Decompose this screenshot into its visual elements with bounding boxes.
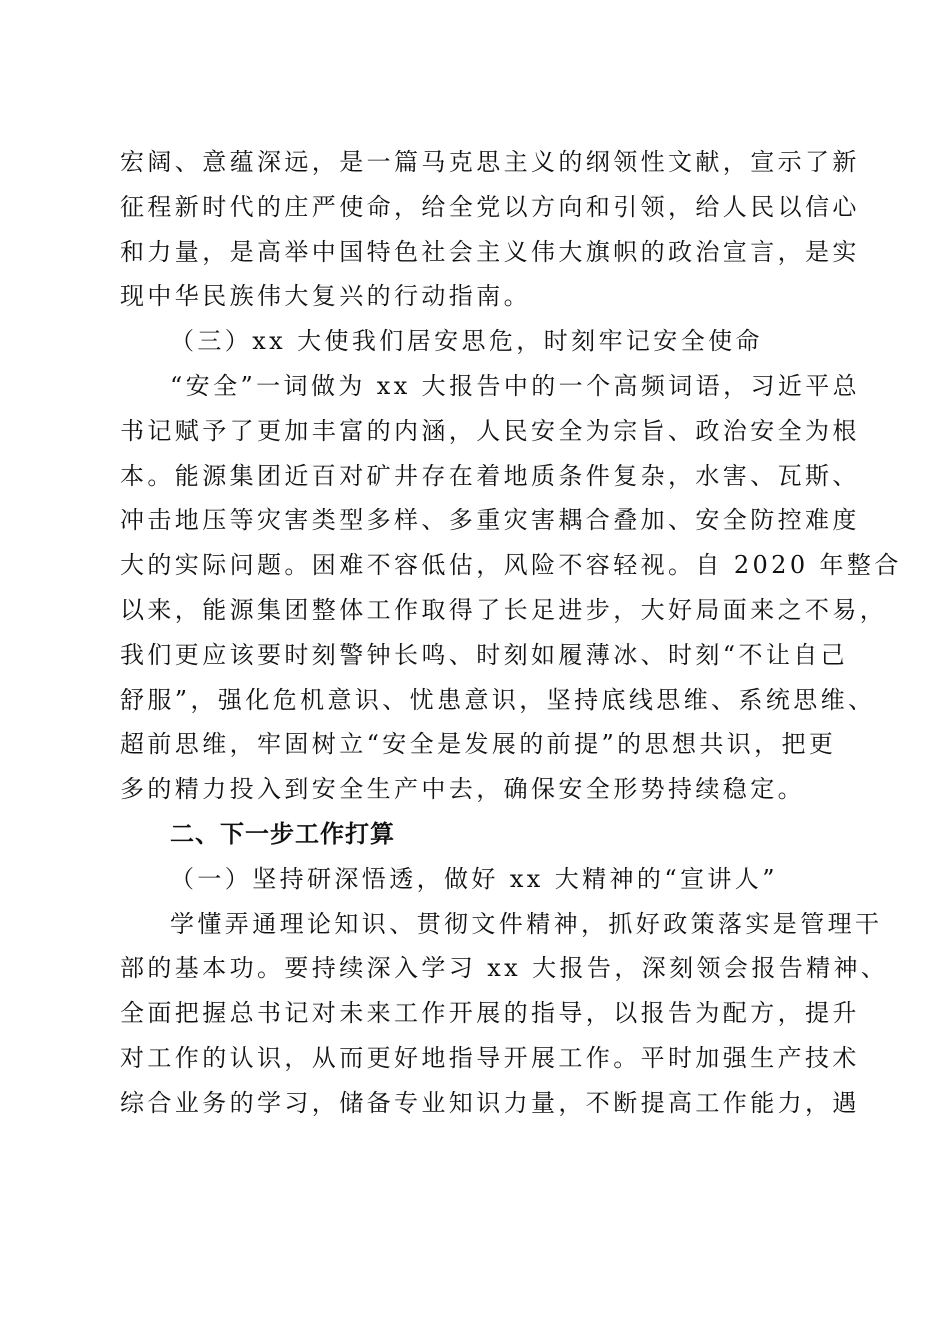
subheading-safety-mission: （三）xx 大使我们居安思危，时刻牢记安全使命 (170, 327, 763, 356)
text-line: 超前思维，牢固树立“安全是发展的前提”的思想共识，把更 (120, 730, 837, 759)
text-line: 舒服”，强化危机意识、忧患意识，坚持底线思维、系统思维、 (120, 685, 876, 714)
text-line: 对工作的认识，从而更好地指导开展工作。平时加强生产技术 (120, 1043, 860, 1072)
text-line: 以来，能源集团整体工作取得了长足进步，大好局面来之不易， (120, 595, 888, 624)
text-line: 和力量，是高举中国特色社会主义伟大旗帜的政治宣言，是实 (120, 237, 860, 266)
text-line: 书记赋予了更加丰富的内涵，人民安全为宗旨、政治安全为根 (120, 416, 860, 445)
text-line: 征程新时代的庄严使命，给全党以方向和引领，给人民以信心 (120, 192, 860, 221)
section-heading-next-steps: 二、下一步工作打算 (170, 819, 395, 848)
text-line: 现中华民族伟大复兴的行动指南。 (120, 282, 531, 311)
text-line: “安全”一词做为 xx 大报告中的一个高频词语，习近平总 (170, 371, 861, 400)
paragraph-safety (120, 364, 902, 812)
text-line: 多的精力投入到安全生产中去，确保安全形势持续稳定。 (120, 775, 805, 804)
text-line: 冲击地压等灾害类型多样、多重灾害耦合叠加、安全防控难度 (120, 506, 860, 535)
text-line: 本。能源集团近百对矿井存在着地质条件复杂，水害、瓦斯、 (120, 461, 860, 490)
text-line: 全面把握总书记对未来工作开展的指导，以报告为配方，提升 (120, 999, 860, 1028)
document-page (120, 140, 902, 1126)
text-line: 宏阔、意蕴深远，是一篇马克思主义的纲领性文献，宣示了新 (120, 148, 860, 176)
paragraph-continuation (120, 140, 860, 319)
text-line: 部的基本功。要持续深入学习 xx 大报告，深刻领会报告精神、 (120, 954, 889, 983)
text-line: 我们更应该要时刻警钟长鸣、时刻如履薄冰、时刻“不让自己 (120, 640, 849, 669)
text-line: 大的实际问题。困难不容低估，风险不容轻视。自 2020 年整合 (120, 551, 902, 580)
text-line: 综合业务的学习，储备专业知识力量，不断提高工作能力，遇 (120, 1088, 860, 1117)
subheading-study: （一）坚持研深悟透，做好 xx 大精神的“宣讲人” (170, 864, 778, 893)
text-line: 学懂弄通理论知识、贯彻文件精神，抓好政策落实是管理干 (170, 909, 883, 938)
paragraph-study (120, 902, 889, 1126)
